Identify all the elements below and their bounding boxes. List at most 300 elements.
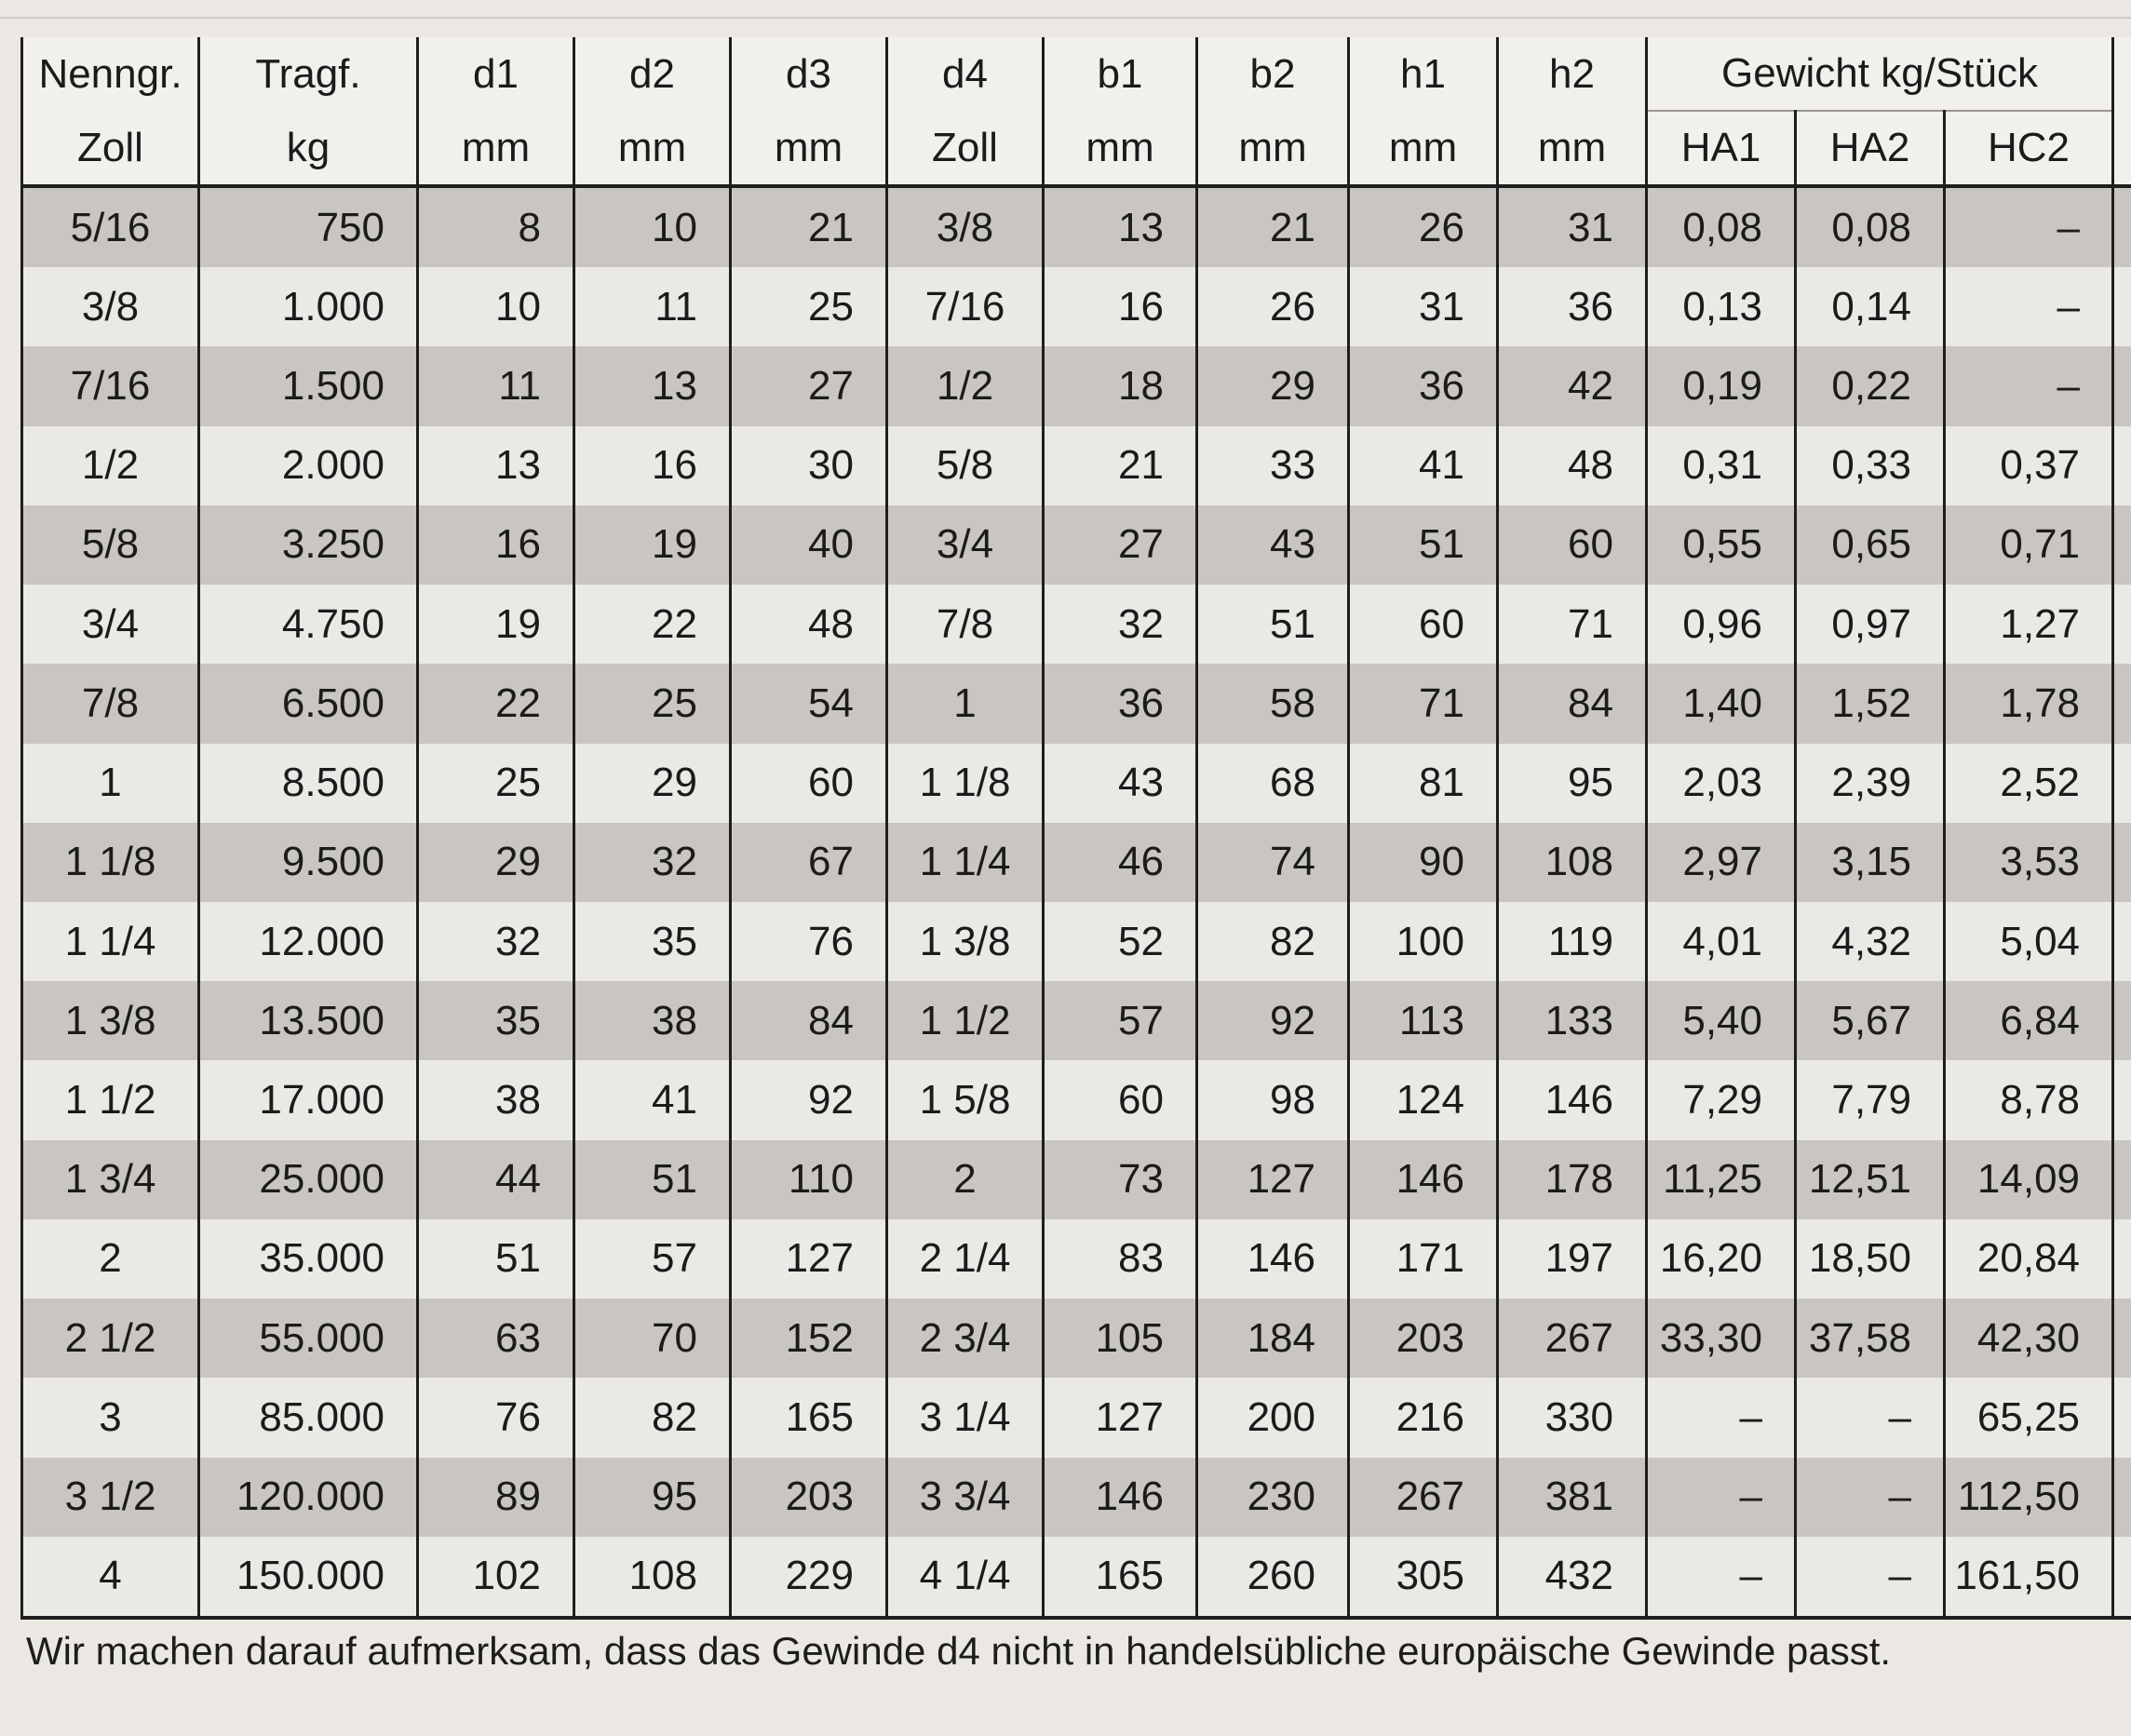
table-cut-cell xyxy=(2113,346,2131,425)
table-cell: 29 xyxy=(418,823,574,902)
table-cut-cell xyxy=(2113,585,2131,664)
table-cell: 124 xyxy=(1349,1060,1498,1139)
header-cut-column xyxy=(2113,111,2131,186)
table-cell: 48 xyxy=(1498,426,1647,505)
table-cell: 1 1/2 xyxy=(887,981,1044,1060)
table-cell: 1.500 xyxy=(199,346,418,425)
table-cell: 11,25 xyxy=(1647,1140,1796,1219)
table-cell: 76 xyxy=(731,902,887,981)
table-cell: 1 3/8 xyxy=(22,981,199,1060)
table-cell: 38 xyxy=(574,981,731,1060)
table-cell: 203 xyxy=(1349,1299,1498,1378)
table-row xyxy=(22,1219,2131,1299)
table-cell: 102 xyxy=(418,1537,574,1618)
table-cell: 38 xyxy=(418,1060,574,1139)
table-row xyxy=(22,585,2131,664)
table-cell: 17.000 xyxy=(199,1060,418,1139)
table-cell: 2 1/4 xyxy=(887,1219,1044,1299)
table-row xyxy=(22,1060,2131,1139)
table-cell: 82 xyxy=(574,1378,731,1457)
table-cell: 51 xyxy=(1197,585,1349,664)
table-cell: 44 xyxy=(418,1140,574,1219)
table-cell: 7,79 xyxy=(1796,1060,1945,1139)
table-cell: 267 xyxy=(1349,1458,1498,1537)
table-cell: 230 xyxy=(1197,1458,1349,1537)
table-cell: 8 xyxy=(418,186,574,267)
table-cut-cell xyxy=(2113,981,2131,1060)
table-cut-cell xyxy=(2113,1060,2131,1139)
table-cell: 6.500 xyxy=(199,664,418,743)
table-cell: 119 xyxy=(1498,902,1647,981)
table-cell: 71 xyxy=(1349,664,1498,743)
table-cell: 10 xyxy=(418,267,574,346)
table-header xyxy=(22,37,2131,186)
table-cell: 16 xyxy=(574,426,731,505)
table-cell: 100 xyxy=(1349,902,1498,981)
table-row xyxy=(22,744,2131,823)
table-cell: – xyxy=(1647,1537,1796,1618)
table-cell: 73 xyxy=(1044,1140,1197,1219)
table-cell: – xyxy=(1647,1378,1796,1457)
table-cell: 60 xyxy=(731,744,887,823)
table-row xyxy=(22,664,2131,743)
header-h2: h2 xyxy=(1498,37,1647,111)
table-cell: 60 xyxy=(1044,1060,1197,1139)
table-cut-cell xyxy=(2113,1458,2131,1537)
table-cell: 2 1/2 xyxy=(22,1299,199,1378)
table-cell: 171 xyxy=(1349,1219,1498,1299)
table-cell: 200 xyxy=(1197,1378,1349,1457)
table-cell: 36 xyxy=(1044,664,1197,743)
table-cell: 110 xyxy=(731,1140,887,1219)
table-cut-cell xyxy=(2113,267,2131,346)
table-cell: 51 xyxy=(1349,505,1498,585)
table-cell: 0,37 xyxy=(1945,426,2113,505)
table-cell: 133 xyxy=(1498,981,1647,1060)
header-b2: b2 xyxy=(1197,37,1349,111)
table-cell: 3/4 xyxy=(22,585,199,664)
table-cell: 2,39 xyxy=(1796,744,1945,823)
table-cell: 84 xyxy=(1498,664,1647,743)
table-cell: 27 xyxy=(731,346,887,425)
table-cell: 71 xyxy=(1498,585,1647,664)
table-cell: 165 xyxy=(731,1378,887,1457)
table-cell: 1 1/4 xyxy=(887,823,1044,902)
table-cell: 3,15 xyxy=(1796,823,1945,902)
table-cut-cell xyxy=(2113,1378,2131,1457)
table-cell: 16,20 xyxy=(1647,1219,1796,1299)
unit-h1-mm: mm xyxy=(1349,111,1498,186)
table-cell: 57 xyxy=(1044,981,1197,1060)
table-cell: 16 xyxy=(1044,267,1197,346)
header-d4: d4 xyxy=(887,37,1044,111)
table-cell: 13 xyxy=(418,426,574,505)
table-cell: – xyxy=(1945,267,2113,346)
table-cell: 35 xyxy=(418,981,574,1060)
table-cell: 22 xyxy=(574,585,731,664)
table-cell: 12.000 xyxy=(199,902,418,981)
table-cell: 5/8 xyxy=(887,426,1044,505)
table-cell: 18 xyxy=(1044,346,1197,425)
table-cell: 1/2 xyxy=(22,426,199,505)
table-cell: 3/8 xyxy=(22,267,199,346)
table-cell: 57 xyxy=(574,1219,731,1299)
table-row xyxy=(22,981,2131,1060)
table-cell: 5,04 xyxy=(1945,902,2113,981)
table-cell: 92 xyxy=(731,1060,887,1139)
unit-d4-zoll: Zoll xyxy=(887,111,1044,186)
table-cell: 60 xyxy=(1498,505,1647,585)
table-cell: 1/2 xyxy=(887,346,1044,425)
header-tragf: Tragf. xyxy=(199,37,418,111)
table-cell: 3 1/2 xyxy=(22,1458,199,1537)
table-cell: 33,30 xyxy=(1647,1299,1796,1378)
table-cell: 51 xyxy=(418,1219,574,1299)
unit-kg: kg xyxy=(199,111,418,186)
table-cell: 146 xyxy=(1197,1219,1349,1299)
table-cell: 83 xyxy=(1044,1219,1197,1299)
table-cell: 29 xyxy=(1197,346,1349,425)
table-cell: 203 xyxy=(731,1458,887,1537)
unit-b2-mm: mm xyxy=(1197,111,1349,186)
table-cell: 54 xyxy=(731,664,887,743)
table-cell: 1 3/8 xyxy=(887,902,1044,981)
table-cell: 4 xyxy=(22,1537,199,1618)
table-cut-cell xyxy=(2113,902,2131,981)
table-cell: 1 xyxy=(22,744,199,823)
table-cell: 146 xyxy=(1044,1458,1197,1537)
table-cell: 18,50 xyxy=(1796,1219,1945,1299)
table-cell: 16 xyxy=(418,505,574,585)
table-cut-cell xyxy=(2113,1537,2131,1618)
table-cell: 58 xyxy=(1197,664,1349,743)
table-cell: 13 xyxy=(574,346,731,425)
unit-d2-mm: mm xyxy=(574,111,731,186)
table-cell: 7,29 xyxy=(1647,1060,1796,1139)
table-cell: 2 3/4 xyxy=(887,1299,1044,1378)
table-cell: 35 xyxy=(574,902,731,981)
table-cell: 0,14 xyxy=(1796,267,1945,346)
table-cell: 40 xyxy=(731,505,887,585)
table-cut-cell xyxy=(2113,505,2131,585)
table-cell: 2 xyxy=(887,1140,1044,1219)
table-row xyxy=(22,1537,2131,1618)
table-cell: 0,97 xyxy=(1796,585,1945,664)
table-cell: 32 xyxy=(574,823,731,902)
table-cut-cell xyxy=(2113,1219,2131,1299)
table-cell: 113 xyxy=(1349,981,1498,1060)
table-cell: 0,31 xyxy=(1647,426,1796,505)
table-row xyxy=(22,505,2131,585)
table-cell: 26 xyxy=(1349,186,1498,267)
table-cell: 105 xyxy=(1044,1299,1197,1378)
table-cell: 30 xyxy=(731,426,887,505)
table-cell: 0,71 xyxy=(1945,505,2113,585)
table-row xyxy=(22,902,2131,981)
table-cell: 0,96 xyxy=(1647,585,1796,664)
table-cell: 22 xyxy=(418,664,574,743)
header-b1: b1 xyxy=(1044,37,1197,111)
table-cell: 0,19 xyxy=(1647,346,1796,425)
table-cell: 76 xyxy=(418,1378,574,1457)
table-cell: – xyxy=(1945,346,2113,425)
table-cell: 21 xyxy=(731,186,887,267)
table-cell: 2,52 xyxy=(1945,744,2113,823)
table-cell: 0,08 xyxy=(1647,186,1796,267)
table-cell: 60 xyxy=(1349,585,1498,664)
table-cell: 27 xyxy=(1044,505,1197,585)
table-cell: 9.500 xyxy=(199,823,418,902)
table-cell: 5/16 xyxy=(22,186,199,267)
table-cell: 82 xyxy=(1197,902,1349,981)
table-cell: – xyxy=(1796,1537,1945,1618)
table-cell: 1,40 xyxy=(1647,664,1796,743)
table-cell: 1,78 xyxy=(1945,664,2113,743)
table-row xyxy=(22,1458,2131,1537)
table-cell: 89 xyxy=(418,1458,574,1537)
table-cell: 0,22 xyxy=(1796,346,1945,425)
table-cell: 127 xyxy=(1197,1140,1349,1219)
table-cell: 178 xyxy=(1498,1140,1647,1219)
table-cut-cell xyxy=(2113,823,2131,902)
table-cell: 95 xyxy=(1498,744,1647,823)
table-cell: 25 xyxy=(731,267,887,346)
table-cell: 5,40 xyxy=(1647,981,1796,1060)
table-cell: 127 xyxy=(1044,1378,1197,1457)
table-cell: 216 xyxy=(1349,1378,1498,1457)
table-cell: 1,52 xyxy=(1796,664,1945,743)
table-cell: 150.000 xyxy=(199,1537,418,1618)
table-cell: 1 1/8 xyxy=(22,823,199,902)
table-cell: 750 xyxy=(199,186,418,267)
table-cell: 3.250 xyxy=(199,505,418,585)
table-cell: 55.000 xyxy=(199,1299,418,1378)
table-cell: – xyxy=(1796,1378,1945,1457)
table-cell: 0,65 xyxy=(1796,505,1945,585)
table-cell: 36 xyxy=(1498,267,1647,346)
table-cell: 42,30 xyxy=(1945,1299,2113,1378)
table-cell: 6,84 xyxy=(1945,981,2113,1060)
table-cell: 4,01 xyxy=(1647,902,1796,981)
header-ha1: HA1 xyxy=(1647,111,1796,186)
table-cell: 3 1/4 xyxy=(887,1378,1044,1457)
table-cell: 7/8 xyxy=(22,664,199,743)
table-cell: 2,97 xyxy=(1647,823,1796,902)
table-cell: 43 xyxy=(1044,744,1197,823)
table-cell: 1 1/8 xyxy=(887,744,1044,823)
table-cut-cell xyxy=(2113,664,2131,743)
table-cell: 41 xyxy=(1349,426,1498,505)
table-cell: 5,67 xyxy=(1796,981,1945,1060)
table-row xyxy=(22,823,2131,902)
table-cell: 63 xyxy=(418,1299,574,1378)
table-cell: 70 xyxy=(574,1299,731,1378)
table-cell: 31 xyxy=(1498,186,1647,267)
table-cell: 68 xyxy=(1197,744,1349,823)
table-cell: 98 xyxy=(1197,1060,1349,1139)
unit-b1-mm: mm xyxy=(1044,111,1197,186)
unit-zoll: Zoll xyxy=(22,111,199,186)
header-nenngr: Nenngr. xyxy=(22,37,199,111)
table-cell: 7/8 xyxy=(887,585,1044,664)
table-cell: 52 xyxy=(1044,902,1197,981)
table-cell: 13 xyxy=(1044,186,1197,267)
table-cell: 21 xyxy=(1044,426,1197,505)
table-row xyxy=(22,1378,2131,1457)
table-cell: 3/8 xyxy=(887,186,1044,267)
table-cell: 3/4 xyxy=(887,505,1044,585)
table-cell: 46 xyxy=(1044,823,1197,902)
table-cell: – xyxy=(1945,186,2113,267)
table-cell: 1 xyxy=(887,664,1044,743)
table-cell: 4.750 xyxy=(199,585,418,664)
table-cell: 25 xyxy=(574,664,731,743)
table-cut-cell xyxy=(2113,426,2131,505)
table-cut-cell xyxy=(2113,1299,2131,1378)
table-cell: 0,13 xyxy=(1647,267,1796,346)
table-cell: 36 xyxy=(1349,346,1498,425)
table-cell: 20,84 xyxy=(1945,1219,2113,1299)
table-cell: 3,53 xyxy=(1945,823,2113,902)
table-cell: 51 xyxy=(574,1140,731,1219)
table-cell: 26 xyxy=(1197,267,1349,346)
table-cell: 11 xyxy=(574,267,731,346)
table-cell: 3 xyxy=(22,1378,199,1457)
table-cell: 146 xyxy=(1498,1060,1647,1139)
table-cell: 229 xyxy=(731,1537,887,1618)
table-cell: 108 xyxy=(1498,823,1647,902)
table-cell: 29 xyxy=(574,744,731,823)
table-cell: 1,27 xyxy=(1945,585,2113,664)
table-cell: 432 xyxy=(1498,1537,1647,1618)
table-cell: 74 xyxy=(1197,823,1349,902)
table-cut-cell xyxy=(2113,186,2131,267)
table-cell: 95 xyxy=(574,1458,731,1537)
table-cell: 85.000 xyxy=(199,1378,418,1457)
header-d1: d1 xyxy=(418,37,574,111)
table-cell: – xyxy=(1647,1458,1796,1537)
table-cell: 84 xyxy=(731,981,887,1060)
table-cell: 8.500 xyxy=(199,744,418,823)
table-row xyxy=(22,426,2131,505)
unit-d1-mm: mm xyxy=(418,111,574,186)
table-cut-cell xyxy=(2113,1140,2131,1219)
table-cell: 1 3/4 xyxy=(22,1140,199,1219)
header-h1: h1 xyxy=(1349,37,1498,111)
table-cell: 1 1/2 xyxy=(22,1060,199,1139)
table-cell: 165 xyxy=(1044,1537,1197,1618)
header-gewicht-group: Gewicht kg/Stück xyxy=(1647,37,2113,111)
table-cell: 33 xyxy=(1197,426,1349,505)
table-cell: 35.000 xyxy=(199,1219,418,1299)
table-cell: 120.000 xyxy=(199,1458,418,1537)
table-cut-cell xyxy=(2113,744,2131,823)
header-row-2 xyxy=(22,111,2131,186)
table-cell: 4 1/4 xyxy=(887,1537,1044,1618)
table-cell: 108 xyxy=(574,1537,731,1618)
header-d3: d3 xyxy=(731,37,887,111)
footnote: Wir machen darauf aufmerksam, dass das Gewinde d4 nicht in handelsübliche europäische Gewinde passt. xyxy=(26,1629,1892,1673)
table-cell: 81 xyxy=(1349,744,1498,823)
page-edge-line xyxy=(0,17,2131,19)
table-cell: 42 xyxy=(1498,346,1647,425)
table-cell: 127 xyxy=(731,1219,887,1299)
table-cell: 305 xyxy=(1349,1537,1498,1618)
table-cell: 2 xyxy=(22,1219,199,1299)
table-cell: 3 3/4 xyxy=(887,1458,1044,1537)
table-cell: 37,58 xyxy=(1796,1299,1945,1378)
table-cell: 330 xyxy=(1498,1378,1647,1457)
table-row xyxy=(22,186,2131,267)
table-cell: 12,51 xyxy=(1796,1140,1945,1219)
table-cell: 5/8 xyxy=(22,505,199,585)
header-hc2: HC2 xyxy=(1945,111,2113,186)
table-cell: 92 xyxy=(1197,981,1349,1060)
header-ha2: HA2 xyxy=(1796,111,1945,186)
header-row-1 xyxy=(22,37,2131,111)
table-cell: 32 xyxy=(418,902,574,981)
table-cell: 4,32 xyxy=(1796,902,1945,981)
table-cell: 7/16 xyxy=(22,346,199,425)
table-cell: 161,50 xyxy=(1945,1537,2113,1618)
table-row xyxy=(22,1299,2131,1378)
header-cut-column xyxy=(2113,37,2131,111)
table-cell: 14,09 xyxy=(1945,1140,2113,1219)
table-row xyxy=(22,1140,2131,1219)
table-cell: 146 xyxy=(1349,1140,1498,1219)
table-cell: 184 xyxy=(1197,1299,1349,1378)
table-cell: 21 xyxy=(1197,186,1349,267)
table-cell: 19 xyxy=(574,505,731,585)
table-cell: 25.000 xyxy=(199,1140,418,1219)
table-cell: 65,25 xyxy=(1945,1378,2113,1457)
table-cell: 11 xyxy=(418,346,574,425)
table-cell: 32 xyxy=(1044,585,1197,664)
table-cell: 90 xyxy=(1349,823,1498,902)
table-cell: 1 1/4 xyxy=(22,902,199,981)
unit-d3-mm: mm xyxy=(731,111,887,186)
table-row xyxy=(22,346,2131,425)
table-cell: 31 xyxy=(1349,267,1498,346)
table-cell: 0,33 xyxy=(1796,426,1945,505)
table-cell: 2,03 xyxy=(1647,744,1796,823)
table-cell: 7/16 xyxy=(887,267,1044,346)
table-body xyxy=(22,186,2131,1618)
table-cell: 1 5/8 xyxy=(887,1060,1044,1139)
unit-h2-mm: mm xyxy=(1498,111,1647,186)
table-cell: 197 xyxy=(1498,1219,1647,1299)
table-cell: 10 xyxy=(574,186,731,267)
table-cell: 0,08 xyxy=(1796,186,1945,267)
table-cell: 152 xyxy=(731,1299,887,1378)
table-cell: 48 xyxy=(731,585,887,664)
table-cell: 67 xyxy=(731,823,887,902)
table-cell: 8,78 xyxy=(1945,1060,2113,1139)
table-cell: 2.000 xyxy=(199,426,418,505)
table-cell: 0,55 xyxy=(1647,505,1796,585)
table-cell: 1.000 xyxy=(199,267,418,346)
table-cell: 13.500 xyxy=(199,981,418,1060)
table-cell: 19 xyxy=(418,585,574,664)
table-cell: – xyxy=(1796,1458,1945,1537)
table-cell: 260 xyxy=(1197,1537,1349,1618)
header-d2: d2 xyxy=(574,37,731,111)
table-cell: 112,50 xyxy=(1945,1458,2113,1537)
table-cell: 43 xyxy=(1197,505,1349,585)
table-cell: 41 xyxy=(574,1060,731,1139)
table-cell: 267 xyxy=(1498,1299,1647,1378)
table-cell: 381 xyxy=(1498,1458,1647,1537)
